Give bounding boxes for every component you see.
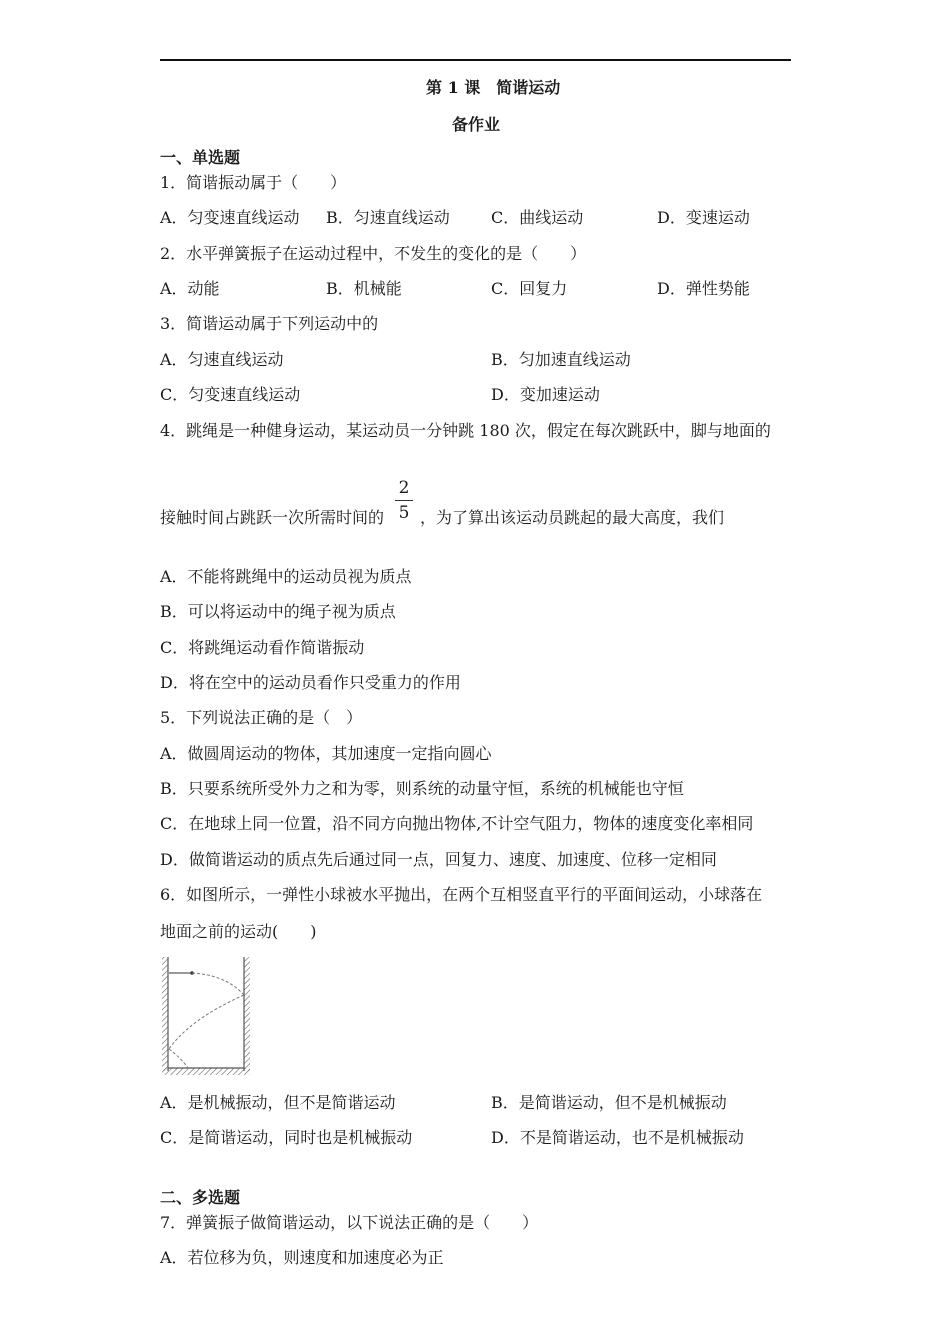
question-7-option-a: A．若位移为负，则速度和加速度必为正 xyxy=(160,1248,444,1267)
fraction-numerator: 2 xyxy=(398,478,410,498)
question-5-option-b: B．只要系统所受外力之和为零，则系统的动量守恒，系统的机械能也守恒 xyxy=(160,779,684,798)
question-6-option-b: B．是简谐运动，但不是机械振动 xyxy=(491,1093,727,1112)
header-rule xyxy=(160,59,791,61)
question-1-option-c: C．曲线运动 xyxy=(491,208,584,227)
question-1-option-b: B．匀速直线运动 xyxy=(326,208,450,227)
trajectory-arc-3 xyxy=(169,1049,188,1068)
page-subtitle: 备作业 xyxy=(452,115,501,134)
question-7-stem: 7．弹簧振子做简谐运动，以下说法正确的是（ ） xyxy=(160,1213,539,1232)
question-3-option-a: A．匀速直线运动 xyxy=(160,350,284,369)
question-5-option-c: C．在地球上同一位置，沿不同方向抛出物体,不计空气阻力，物体的速度变化率相同 xyxy=(160,814,754,833)
question-1-stem: 1．简谐振动属于（ ） xyxy=(160,173,347,192)
right-wall xyxy=(244,957,250,1071)
ground xyxy=(162,1068,250,1075)
question-4-stem-line2-post: ，为了算出该运动员跳起的最大高度，我们 xyxy=(420,508,725,527)
section-heading-single: 一、单选题 xyxy=(160,148,241,167)
question-2-stem: 2．水平弹簧振子在运动过程中，不发生的变化的是（ ） xyxy=(160,244,587,263)
question-4-option-d: D．将在空中的运动员看作只受重力的作用 xyxy=(160,673,461,692)
trajectory-arc-2 xyxy=(169,995,244,1049)
question-6-option-c: C．是简谐运动，同时也是机械振动 xyxy=(160,1128,413,1147)
left-wall xyxy=(162,957,168,1071)
question-4-option-c: C．将跳绳运动看作简谐振动 xyxy=(160,638,365,657)
question-2-option-d: D．弹性势能 xyxy=(657,279,750,298)
question-1-option-a: A．匀变速直线运动 xyxy=(160,208,300,227)
question-3-option-d: D．变加速运动 xyxy=(491,385,600,404)
question-2-option-b: B．机械能 xyxy=(326,279,402,298)
trajectory-arc-1 xyxy=(192,973,244,995)
question-5-option-a: A．做圆周运动的物体，其加速度一定指向圆心 xyxy=(160,744,492,763)
question-1-option-d: D．变速运动 xyxy=(657,208,750,227)
question-6-option-d: D．不是简谐运动，也不是机械振动 xyxy=(491,1128,744,1147)
question-5-stem: 5．下列说法正确的是（ ） xyxy=(160,708,363,727)
question-4-stem-line1: 4．跳绳是一种健身运动，某运动员一分钟跳 180 次，假定在每次跳跃中，脚与地面的 xyxy=(160,421,771,440)
question-2-option-c: C．回复力 xyxy=(491,279,568,298)
question-4-option-a: A．不能将跳绳中的运动员视为质点 xyxy=(160,567,412,586)
question-2-option-a: A．动能 xyxy=(160,279,220,298)
fraction-two-fifths xyxy=(392,478,416,523)
question-5-option-d: D．做简谐运动的质点先后通过同一点，回复力、速度、加速度、位移一定相同 xyxy=(160,850,717,869)
question-3-option-c: C．匀变速直线运动 xyxy=(160,385,301,404)
fraction-bar xyxy=(395,500,413,501)
fraction-denominator: 5 xyxy=(398,503,410,523)
question-4-option-b: B．可以将运动中的绳子视为质点 xyxy=(160,602,396,621)
question-3-option-b: B．匀加速直线运动 xyxy=(491,350,631,369)
question-6-option-a: A．是机械振动，但不是简谐运动 xyxy=(160,1093,396,1112)
question-6-stem-line1: 6．如图所示，一弹性小球被水平抛出，在两个互相竖直平行的平面间运动，小球落在 xyxy=(160,885,763,904)
bouncing-ball-figure xyxy=(160,955,252,1077)
question-6-stem-line2: 地面之前的运动( ) xyxy=(160,922,317,941)
question-4-stem-line2-pre: 接触时间占跳跃一次所需时间的 xyxy=(160,508,385,527)
lesson-title: 第 1 课 简谐运动 xyxy=(426,78,561,97)
section-heading-multi: 二、多选题 xyxy=(160,1188,241,1207)
question-3-stem: 3．简谐运动属于下列运动中的 xyxy=(160,314,379,333)
